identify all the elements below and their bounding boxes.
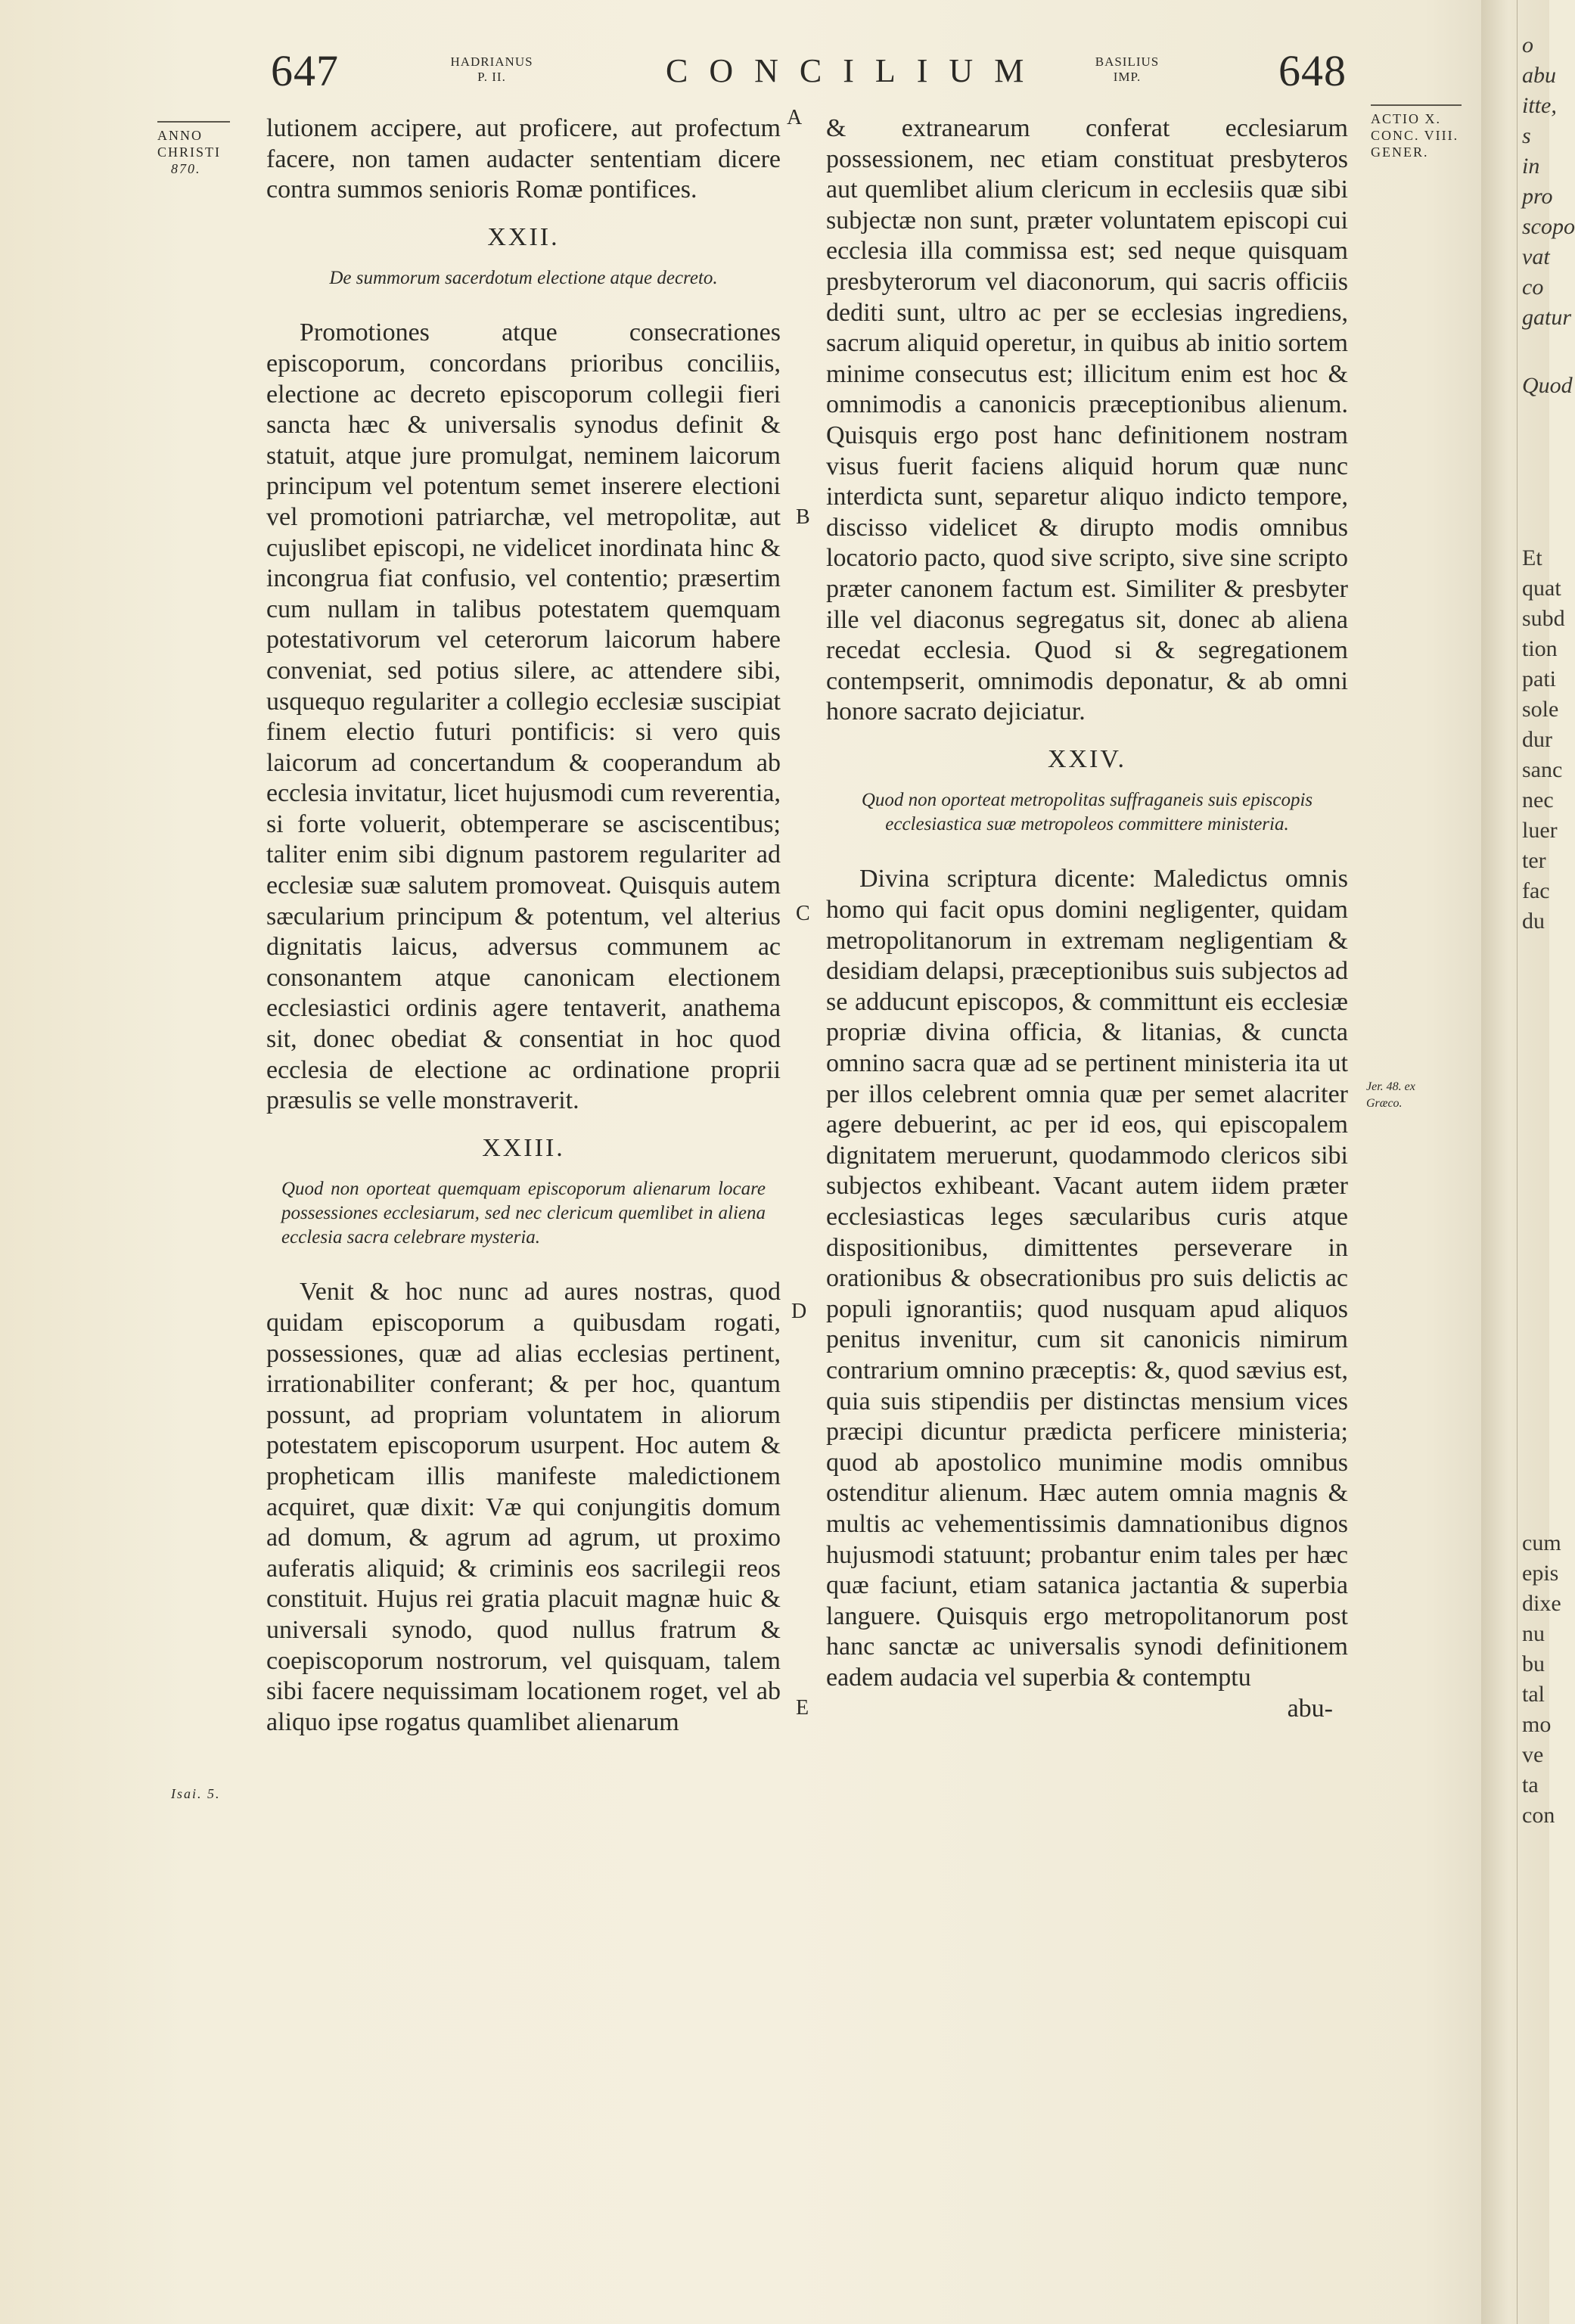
catchword: abu- [1287, 1694, 1333, 1723]
pope-number: P. II. [477, 70, 506, 84]
margin-year-note [157, 121, 233, 177]
page-number-left: 647 [271, 46, 339, 95]
emperor-name: BASILIUS [1095, 54, 1160, 69]
spill-line: Et [1522, 545, 1542, 570]
gutter-letter-b: B [796, 505, 810, 529]
running-head-pope [424, 54, 560, 85]
paragraph: Venit & hoc nunc ad aures nostras, quod quidam episcoporum a quibusdam rogati, possessiones, quæ ad alias ecclesias pertinent, irrationabiliter conferant; & per hoc, quantum possunt, ad propriam voluntatem in aliorum potestatem episcoporum usurpent. Hoc autem & propheticam illis manifeste maledictionem acquiret, quæ dixit: Væ qui conjungitis domum ad domum, & agrum ad agrum, ut proximo auferatis aliquid; & criminis eos sacrilegii reos constituit. Hujus rei gratia placuit magnæ huic & universali synodo, quod nullus fratrum & coepiscoporum nostrorum, vel quisquam, talem sibi facere nequissimam locationem roget, vel ab aliquo ipse rogatus quamlibet alienarum [266, 1278, 781, 1736]
spill-line: o abu [1522, 33, 1556, 88]
running-title: CONCILIUM [666, 52, 1045, 89]
spill-text [1522, 30, 1575, 333]
margin-rule [157, 121, 230, 123]
right-column [826, 113, 1348, 1724]
page-number-right: 648 [1278, 46, 1347, 95]
spill-line: sole [1522, 697, 1559, 722]
spill-line: itte, s [1522, 93, 1557, 148]
anno-label: ANNO [157, 128, 203, 143]
actio-label: ACTIO X. [1371, 111, 1441, 126]
spill-text [1522, 371, 1573, 401]
canon-numeral-24: XXIV. [1047, 744, 1127, 773]
canon-heading-24: Quod non oporteat metropolitas suffraganeis suis episcopis ecclesiastica suæ metropoleos committere ministeria. [861, 790, 1313, 835]
spill-line: in pro [1522, 154, 1553, 209]
spill-line: dixe [1522, 1591, 1561, 1616]
spill-text [1522, 1528, 1561, 1831]
conc-label: CONC. VIII. [1371, 128, 1459, 143]
next-page-edge [1481, 0, 1549, 2324]
spill-line: pati [1522, 666, 1556, 691]
margin-actio-note [1371, 104, 1477, 160]
gutter-letter-a: A [787, 106, 803, 129]
spill-line: tal [1522, 1682, 1545, 1707]
spill-line: dur [1522, 727, 1552, 752]
spill-line: du [1522, 909, 1545, 934]
canon-numeral-23: XXIII. [482, 1133, 565, 1162]
spill-line: con [1522, 1803, 1555, 1828]
margin-rule [1371, 104, 1462, 106]
spill-line: gatur [1522, 305, 1572, 330]
spill-line: fac [1522, 878, 1550, 903]
year-label: 870. [171, 161, 201, 176]
pope-name: HADRIANUS [450, 54, 533, 69]
canon-heading-23: Quod non oporteat quemquam episcoporum alienarum locare possessiones ecclesiarum, sed nec clericum quemlibet in aliena ecclesia sacra celebrare mysteria. [281, 1179, 766, 1248]
spill-line: quat [1522, 576, 1561, 601]
spill-line: ter [1522, 848, 1546, 873]
jeremiah-reference: Jer. 48. ex Græco. [1366, 1080, 1415, 1110]
spill-line: scopo [1522, 214, 1575, 239]
spill-line: luer [1522, 818, 1558, 843]
isaiah-reference: Isai. 5. [171, 1786, 221, 1801]
spill-line: mo [1522, 1712, 1552, 1737]
paragraph: Promotiones atque consecrationes episcoporum, concordans prioribus conciliis, electione ac decreto episcoporum collegii fieri sancta hæc & universalis synodus definit & statuit, atque jure promulgat, neminem laicorum principum vel potentum semet inserere electioni vel promotioni patriarchæ, vel metropolitæ, aut cujuslibet episcopi, ne videlicet inordinata hinc & incongrua fiat confusio, vel contentio; præsertim cum nullam in talibus potestatem quemquam potestativorum vel ceterorum laicorum habere conveniat, sed potius silere, ac attendere sibi, usquequo regulariter a collegio ecclesiæ suscipiat finem electio futuri pontificis: si vero quis laicorum ad concertandum & cooperandum ab ecclesia invitatur, licet hujusmodi cum reverentia, si forte voluerit, obtemperare se asciscentibus; taliter enim sibi dignum pastorem regulariter ad ecclesiæ suæ salutem promoveat. Quisquis autem sæcularium principum & potentum, vel alterius dignitatis laicus, adversus communem ac consonantem atque canonicam electionem ecclesiastici ordinis agere tentaverit, anathema sit, donec obediat & consentiat in hoc quod ecclesia de electione ac ordinatione proprii præsulis se velle monstraverit. [266, 318, 781, 1115]
gener-label: GENER. [1371, 144, 1429, 160]
spill-line: nec [1522, 788, 1554, 812]
gutter-line [1517, 0, 1518, 2324]
gutter-letter-c: C [796, 902, 810, 925]
running-head-emperor [1067, 54, 1188, 85]
left-column [266, 113, 781, 1738]
spill-line: epis [1522, 1561, 1559, 1586]
paragraph: & extranearum conferat ecclesiarum possessionem, nec etiam constituat presbyteros aut quemlibet alium clericum in ecclesiis quæ sibi subjectæ non sunt, præter voluntatem episcopi cui ecclesia illa commissa est; sed neque quisquam presbyterorum vel diaconorum, qui sacris officiis dediti sunt, ultro ac per se ecclesias ingrediens, sacrum aliquid operetur, in quibus ab initio sortem minime consecutus est; illicitum enim est hoc & omnimodis a canonicis præceptionibus alienum. Quisquis ergo post hanc definitionem nostram visus fuerit faciens aliquid horum quæ nunc interdicta sunt, separetur aliquo indicto tempore, discisso videlicet & dirupto modis omnibus locatorio pacto, quod sive scripto, sive sine scripto præter canonem factum est. Similiter & presbyter ille vel diaconus segregatus sit, donec ab aliena recedat ecclesia. Quod si & segregationem contempserit, omnimodis deponatur, & ab omni honore sacrato dejiciatur. [826, 114, 1348, 726]
spill-line: sanc [1522, 757, 1563, 782]
spill-line: tion [1522, 636, 1558, 661]
christi-label: CHRISTI [157, 144, 222, 160]
spill-line: vat co [1522, 244, 1550, 300]
canon-numeral-22: XXII. [487, 222, 560, 251]
paragraph: lutionem accipere, aut proficere, aut profectum facere, non tamen audacter sententiam dicere contra summos senioris Romæ pontifices. [266, 114, 781, 204]
paragraph: Divina scriptura dicente: Maledictus omnis homo qui facit opus domini negligenter, quidam metropolitanorum in extremam negligentiam & desidiam delapsi, præceptionibus suis subjectos ad se adducunt episcopos, & committunt eis ecclesiæ propriæ divina officia, & litanias, & cuncta omnino sacra quæ ad se pertinent ministeria ita ut per illos celebrent omnia quæ per semet alacriter agere debuerint, ac per id eos, qui episcopalem dignitatem meruerunt, quodammodo clericos sibi subjectos exhibeant. Vacant autem iidem præter ecclesiasticas leges sæcularibus curis atque dispositionibus, dimittentes perseverare in orationibus & obsecrationibus pro suis delictis ac populi ignorantiis; quod nusquam apud aliquos penitus invenitur, cum sit canonicis nimirum contrarium omnino præceptis: &, quod sævius est, quia suis stipendiis per distinctas mensium vices præcipi dicuntur prædicta perficere ministeria; quod ab apostolico munimine modis omnibus ostenditur alienum. Hæc autem omnia magnis & multis ac vehementissimis damnationibus dignos hujusmodi statuunt; probantur enim tales per hæc quæ faciunt, etiam satanica jactantia & superbia languere. Quisquis ergo metropolitanorum post hanc sanctæ ac universalis synodi definitionem eadem audacia vel superbia & contemptu [826, 865, 1348, 1692]
canon-heading-22: De summorum sacerdotum electione atque decreto. [329, 268, 718, 289]
spill-line: cum [1522, 1530, 1561, 1555]
spill-line: nu [1522, 1621, 1545, 1646]
spill-line: bu [1522, 1651, 1545, 1676]
spill-line: ta [1522, 1773, 1539, 1797]
spill-line: subd [1522, 606, 1565, 631]
spill-text [1522, 543, 1565, 937]
gutter-letter-e: E [796, 1696, 809, 1720]
emperor-title: IMP. [1113, 70, 1142, 84]
spill-line: ve [1522, 1742, 1544, 1767]
gutter-letter-d: D [791, 1300, 807, 1323]
spill-line: Quod [1522, 373, 1573, 398]
